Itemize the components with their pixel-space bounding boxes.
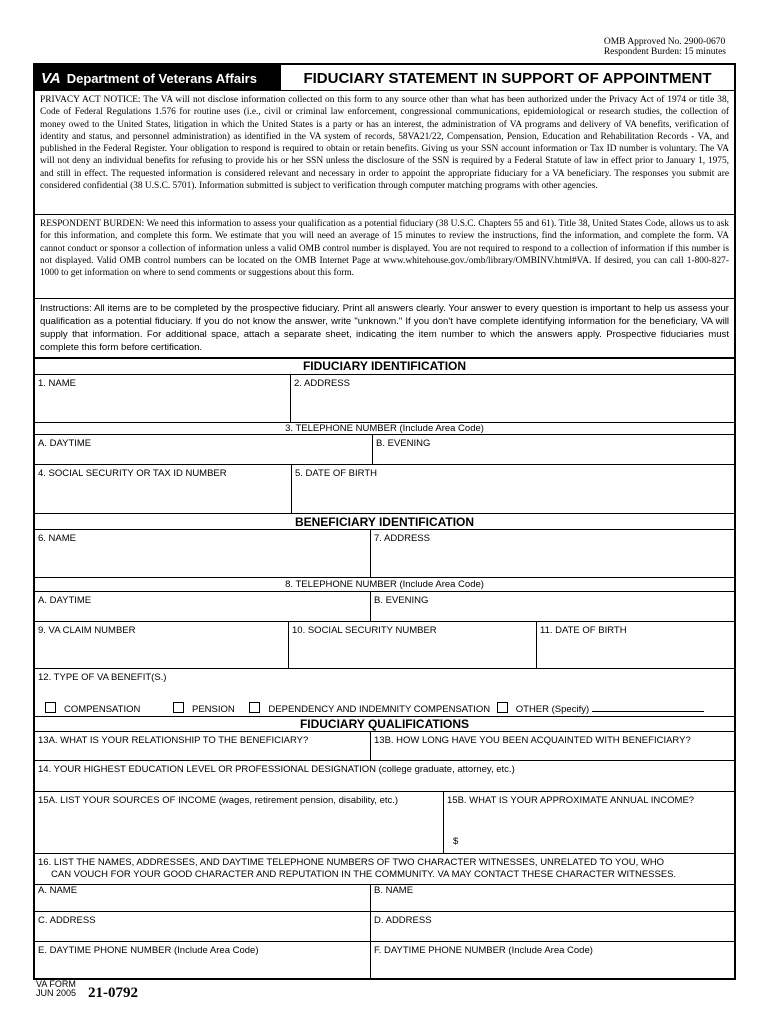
omb-number: OMB Approved No. 2900-0670	[603, 37, 726, 47]
va-seal-icon: VA	[41, 69, 61, 87]
fiduciary-name-field[interactable]: 1. NAME	[38, 378, 77, 389]
witness-c-address-field[interactable]: C. ADDRESS	[38, 915, 96, 926]
form-title: FIDUCIARY STATEMENT IN SUPPORT OF APPOINTMENT	[280, 65, 734, 91]
checkbox-icon	[497, 702, 508, 713]
burden-text-2: If desired, you can call 1-800-827-1000 to get information on where to send comments or suggestions about this form.	[40, 255, 729, 279]
benefit-type-row	[35, 669, 734, 717]
beneficiary-name-field[interactable]: 6. NAME	[38, 533, 77, 544]
option-label: COMPENSATION	[64, 704, 141, 715]
beneficiary-evening-phone-field[interactable]: B. EVENING	[370, 592, 734, 621]
checkbox-icon	[45, 702, 56, 713]
va-form-label: VA FORM	[36, 979, 76, 989]
dollar-sign: $	[453, 836, 459, 847]
witness-e-phone-field[interactable]: E. DAYTIME PHONE NUMBER (Include Area Code)	[38, 945, 259, 956]
fiduciary-daytime-phone-field[interactable]: A. DAYTIME	[38, 438, 92, 449]
beneficiary-ssn-field[interactable]: 10. SOCIAL SECURITY NUMBER	[288, 622, 536, 668]
beneficiary-telephone-label: 8. TELEPHONE NUMBER (Include Area Code)	[35, 578, 734, 592]
form-date: JUN 2005	[36, 988, 77, 998]
omb-info	[604, 37, 726, 57]
witness-instructions-line1: 16. LIST THE NAMES, ADDRESSES, AND DAYTIME TELEPHONE NUMBERS OF TWO CHARACTER WITNESSES, UNRELATED TO YOU, WHO	[38, 857, 665, 868]
witness-instructions-line2: CAN VOUCH FOR YOUR GOOD CHARACTER AND REPUTATION IN THE COMMUNITY. VA MAY CONTACT THESE CHARACTER WITNESSES.	[51, 869, 677, 880]
relationship-field[interactable]: 13A. WHAT IS YOUR RELATIONSHIP TO THE BENEFICIARY?	[38, 735, 309, 746]
section-fiduciary-qualifications: FIDUCIARY QUALIFICATIONS	[299, 717, 470, 731]
privacy-notice: PRIVACY ACT NOTICE: The VA will not disclose information collected on this form to any source other than what has been authorized under the Privacy Act of 1974 or title 38, Code of Federal Regulations 1.576 for routine uses (i.e., civil or criminal law enforcement, congressional communications, epidemiological or research studies, the collection of money owed to the United States, litigation in which the United States is a party or has an interest, the administration of VA programs and delivery of VA benefits, verification of identity and status, and personnel administration) as identified in the VA system of records, 58VA21/22, Compensation, Pension, Education and Rehabilitation Records - VA, and published in the Federal Register. Your obligation to respond is required to obtain or retain benefits. Giving us your SSN account information or Tax ID number is voluntary. The VA will not deny an individual benefits for refusing to provide his or her SSN unless the disclosure of the SSN is required by a Federal Statute of law in effect prior to January 1, 1975, and still in effect. The requested information is considered relevant and necessary in order to appoint the appropriate fiduciary for a VA beneficiary. The responses you submit are considered confidential (38 U.S.C. 5701). Information submitted is subject to verification through computer matching programs with other agencies.	[35, 91, 734, 215]
instructions: Instructions: All items are to be completed by the prospective fiduciary. Print all answers clearly. Your answer to every question is important to help us assess your qualification as a potential fiduciary. If you do not know the answer, write "unknown." If you don't have complete identifying information for the beneficiary, VA will supply that information. For additional space, attach a separate sheet, indicating the item number to which the answers apply. Prospective fiduciaries must complete this form before certification.	[35, 299, 734, 359]
burden-text: RESPONDENT BURDEN: We need this information to assess your qualification as a potential fiduciary (38 U.S.C. Chapters 55 and 61). Title 38, United States Code, allows us to ask for this information, and complete this form. We estimate that you will need an average of 15 minutes to review the instructions, find the information, and complete the form. VA cannot conduct or sponsor a collection of information unless a valid OMB control number is displayed. You are not required to respond to a collection of information if this number is not displayed. Valid OMB control numbers can be located on the OMB Internet Page at	[40, 219, 729, 266]
annual-income-label: 15B. WHAT IS YOUR APPROXIMATE ANNUAL INCOME?	[447, 795, 695, 806]
respondent-burden-notice	[35, 215, 734, 299]
section-fiduciary-identification: FIDUCIARY IDENTIFICATION	[302, 359, 467, 373]
va-logo	[35, 65, 280, 91]
checkbox-icon	[249, 702, 260, 713]
omb-link[interactable]: www.whitehouse.gov./omb/library/OMBINV.html#VA.	[383, 255, 592, 266]
fiduciary-dob-field[interactable]: 5. DATE OF BIRTH	[291, 465, 734, 513]
education-level-field[interactable]: 14. YOUR HIGHEST EDUCATION LEVEL OR PROFESSIONAL DESIGNATION (college graduate, attorney, etc.)	[38, 764, 515, 775]
beneficiary-dob-field[interactable]: 11. DATE OF BIRTH	[536, 622, 734, 668]
acquaintance-duration-field[interactable]: 13B. HOW LONG HAVE YOU BEEN ACQUAINTED WITH BENEFICIARY?	[370, 732, 734, 760]
respondent-burden: Respondent Burden: 15 minutes	[603, 47, 726, 57]
benefit-type-label: 12. TYPE OF VA BENEFIT(S.)	[38, 672, 167, 683]
dic-checkbox[interactable]	[249, 704, 490, 715]
form-number: 21-0792	[88, 985, 138, 1001]
beneficiary-daytime-phone-field[interactable]: A. DAYTIME	[38, 595, 92, 606]
other-checkbox[interactable]	[497, 704, 589, 715]
witness-a-name-field[interactable]: A. NAME	[38, 885, 78, 896]
beneficiary-address-field[interactable]: 7. ADDRESS	[370, 530, 734, 577]
header-row	[35, 65, 734, 91]
checkbox-icon	[173, 702, 184, 713]
compensation-checkbox[interactable]	[45, 704, 140, 715]
witness-b-name-field[interactable]: B. NAME	[370, 885, 734, 911]
agency-name: Department of Veterans Affairs	[66, 70, 257, 86]
annual-income-field[interactable]	[443, 792, 734, 853]
va-claim-number-field[interactable]: 9. VA CLAIM NUMBER	[38, 625, 136, 636]
pension-checkbox[interactable]	[173, 704, 235, 715]
witness-f-phone-field[interactable]: F. DAYTIME PHONE NUMBER (Include Area Code)	[370, 942, 734, 980]
witness-d-address-field[interactable]: D. ADDRESS	[370, 912, 734, 941]
fiduciary-telephone-label: 3. TELEPHONE NUMBER (Include Area Code)	[35, 423, 734, 435]
witness-instructions	[35, 854, 734, 885]
section-beneficiary-identification: BENEFICIARY IDENTIFICATION	[294, 515, 475, 529]
fiduciary-address-field[interactable]: 2. ADDRESS	[290, 375, 734, 422]
option-label: PENSION	[192, 704, 235, 715]
form	[33, 63, 736, 980]
fiduciary-ssn-field[interactable]: 4. SOCIAL SECURITY OR TAX ID NUMBER	[38, 468, 227, 479]
other-specify-field[interactable]	[592, 711, 704, 712]
fiduciary-evening-phone-field[interactable]: B. EVENING	[372, 435, 734, 464]
option-label: OTHER (Specify)	[515, 704, 590, 715]
form-footer	[36, 980, 76, 998]
income-sources-field[interactable]: 15A. LIST YOUR SOURCES OF INCOME (wages, retirement pension, disability, etc.)	[38, 795, 399, 806]
option-label: DEPENDENCY AND INDEMNITY COMPENSATION	[268, 704, 491, 715]
